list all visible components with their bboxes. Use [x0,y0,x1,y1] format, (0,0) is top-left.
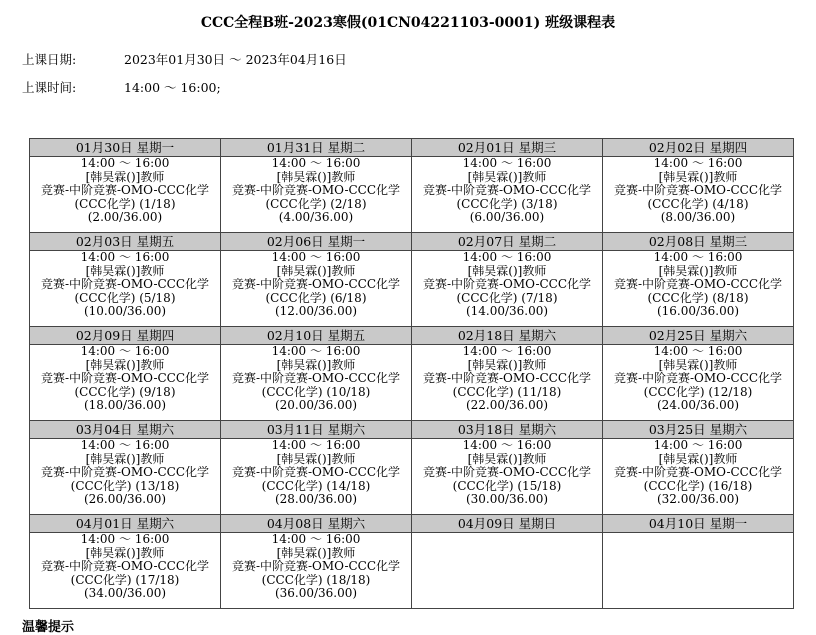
session-line: 14:00 ～ 16:00 [80,345,170,358]
class-date-value: 2023年01月30日 ～ 2023年04月16日 [124,52,347,67]
session-line: (36.00/36.00) [274,587,358,601]
session-line: 竞赛-中阶竞赛-OMO-CCC化学 [422,372,592,386]
session-line: (CCC化学) (12/18) [643,385,753,399]
schedule-date-cell: 02月25日 星期六 [603,327,794,345]
session-line: (CCC化学) (1/18) [74,197,176,211]
session-line: (CCC化学) (2/18) [265,197,367,211]
schedule-date-cell: 04月09日 星期日 [412,515,603,533]
schedule-header-row [30,327,794,345]
session-line: [韩昊霖()]教师 [85,170,165,184]
class-time-label: 上课时间: [22,80,77,95]
session-line: (24.00/36.00) [656,399,740,413]
schedule-date-cell: 02月01日 星期三 [412,139,603,157]
session-line: 14:00 ～ 16:00 [462,157,552,170]
session-line: [韩昊霖()]教师 [276,264,356,278]
session-line: 14:00 ～ 16:00 [271,345,361,358]
session-line: (CCC化学) (7/18) [456,291,558,305]
session-line: (2.00/36.00) [87,211,163,225]
page-title: CCC全程B班-2023寒假(01CN04221103-0001) 班级课程表 [200,15,616,31]
session-line: (CCC化学) (11/18) [452,385,562,399]
session-line: (CCC化学) (6/18) [265,291,367,305]
session-cell [603,251,794,327]
schedule-date-cell: 01月30日 星期一 [30,139,221,157]
session-line: 14:00 ～ 16:00 [653,345,743,358]
session-line: [韩昊霖()]教师 [467,170,547,184]
schedule-table [29,138,794,609]
session-line: 14:00 ～ 16:00 [271,439,361,452]
schedule-date-cell: 03月04日 星期六 [30,421,221,439]
session-cell [412,345,603,421]
session-line: [韩昊霖()]教师 [276,546,356,560]
session-line: 竞赛-中阶竞赛-OMO-CCC化学 [422,184,592,198]
schedule-date-cell: 04月10日 星期一 [603,515,794,533]
session-cell [221,439,412,515]
session-line: 竞赛-中阶竞赛-OMO-CCC化学 [613,466,783,480]
session-line: 14:00 ～ 16:00 [80,439,170,452]
session-line: (34.00/36.00) [83,587,167,601]
session-line: (30.00/36.00) [465,493,549,507]
session-line: (16.00/36.00) [656,305,740,319]
schedule-date-cell: 02月09日 星期四 [30,327,221,345]
session-cell [30,157,221,233]
session-line: [韩昊霖()]教师 [467,264,547,278]
session-line: (22.00/36.00) [465,399,549,413]
session-line: (CCC化学) (16/18) [643,479,753,493]
session-line: [韩昊霖()]教师 [85,264,165,278]
session-line: (CCC化学) (17/18) [70,573,180,587]
session-cell [221,251,412,327]
session-line: (10.00/36.00) [83,305,167,319]
schedule-date-cell: 04月08日 星期六 [221,515,412,533]
schedule-date-cell: 02月06日 星期一 [221,233,412,251]
session-cell [412,533,603,609]
session-line: 竞赛-中阶竞赛-OMO-CCC化学 [40,372,210,386]
session-line: (6.00/36.00) [469,211,545,225]
session-line: (CCC化学) (5/18) [74,291,176,305]
session-line: (26.00/36.00) [83,493,167,507]
session-line: 竞赛-中阶竞赛-OMO-CCC化学 [613,184,783,198]
session-line: 14:00 ～ 16:00 [80,533,170,546]
session-line: 竞赛-中阶竞赛-OMO-CCC化学 [613,372,783,386]
session-line: [韩昊霖()]教师 [85,358,165,372]
session-cell [30,251,221,327]
session-cell [30,533,221,609]
session-line: [韩昊霖()]教师 [276,452,356,466]
session-cell [603,439,794,515]
session-line: 14:00 ～ 16:00 [271,251,361,264]
schedule-header-row [30,139,794,157]
schedule-date-cell: 02月10日 星期五 [221,327,412,345]
session-line: (CCC化学) (13/18) [70,479,180,493]
schedule-date-cell: 02月18日 星期六 [412,327,603,345]
session-line: 竞赛-中阶竞赛-OMO-CCC化学 [40,278,210,292]
session-cell [221,533,412,609]
session-line: [韩昊霖()]教师 [658,170,738,184]
session-line: [韩昊霖()]教师 [467,452,547,466]
session-line: 竞赛-中阶竞赛-OMO-CCC化学 [422,278,592,292]
session-line: 竞赛-中阶竞赛-OMO-CCC化学 [231,560,401,574]
session-line: (CCC化学) (3/18) [456,197,558,211]
session-cell [412,157,603,233]
session-line: [韩昊霖()]教师 [467,358,547,372]
session-line: 竞赛-中阶竞赛-OMO-CCC化学 [40,466,210,480]
session-line: [韩昊霖()]教师 [658,264,738,278]
class-time-row [22,78,221,96]
session-cell [603,157,794,233]
session-line: (20.00/36.00) [274,399,358,413]
session-cell [30,439,221,515]
session-line: (28.00/36.00) [274,493,358,507]
session-cell [221,157,412,233]
session-line: 竞赛-中阶竞赛-OMO-CCC化学 [613,278,783,292]
session-line: 14:00 ～ 16:00 [653,251,743,264]
session-line: (CCC化学) (8/18) [647,291,749,305]
schedule-session-row [30,533,794,609]
session-line: 14:00 ～ 16:00 [271,157,361,170]
session-line: 竞赛-中阶竞赛-OMO-CCC化学 [40,560,210,574]
session-line: [韩昊霖()]教师 [276,170,356,184]
session-line: (14.00/36.00) [465,305,549,319]
schedule-date-cell: 02月08日 星期三 [603,233,794,251]
session-line: [韩昊霖()]教师 [658,452,738,466]
schedule-date-cell: 02月02日 星期四 [603,139,794,157]
session-cell [221,345,412,421]
session-line: (CCC化学) (9/18) [74,385,176,399]
schedule-date-cell: 04月01日 星期六 [30,515,221,533]
session-cell [603,345,794,421]
session-line: (4.00/36.00) [278,211,354,225]
session-line: (18.00/36.00) [83,399,167,413]
session-line: 14:00 ～ 16:00 [80,251,170,264]
session-line: [韩昊霖()]教师 [85,452,165,466]
schedule-date-cell: 02月07日 星期二 [412,233,603,251]
session-line: (32.00/36.00) [656,493,740,507]
session-line: 14:00 ～ 16:00 [462,439,552,452]
session-line: (CCC化学) (10/18) [261,385,371,399]
schedule-date-cell: 03月11日 星期六 [221,421,412,439]
schedule-header-row [30,233,794,251]
session-line: (12.00/36.00) [274,305,358,319]
class-date-label: 上课日期: [22,52,77,67]
session-line: 14:00 ～ 16:00 [653,439,743,452]
schedule-date-cell: 02月03日 星期五 [30,233,221,251]
class-date-row [22,50,347,68]
session-cell [30,345,221,421]
session-line: 竞赛-中阶竞赛-OMO-CCC化学 [40,184,210,198]
session-line: 竞赛-中阶竞赛-OMO-CCC化学 [231,466,401,480]
schedule-date-cell: 03月25日 星期六 [603,421,794,439]
session-line: [韩昊霖()]教师 [85,546,165,560]
session-line: (8.00/36.00) [660,211,736,225]
tips-heading: 温馨提示 [22,620,75,635]
schedule-session-row [30,439,794,515]
session-line: 竞赛-中阶竞赛-OMO-CCC化学 [231,184,401,198]
session-cell [412,439,603,515]
session-line: [韩昊霖()]教师 [658,358,738,372]
session-line: 14:00 ～ 16:00 [462,345,552,358]
class-time-value: 14:00 ～ 16:00; [124,80,221,95]
session-cell [412,251,603,327]
schedule-header-row [30,515,794,533]
session-line: [韩昊霖()]教师 [276,358,356,372]
schedule-session-row [30,345,794,421]
session-line: 14:00 ～ 16:00 [462,251,552,264]
schedule-session-row [30,251,794,327]
schedule-header-row [30,421,794,439]
session-line: 竞赛-中阶竞赛-OMO-CCC化学 [231,372,401,386]
session-line: 竞赛-中阶竞赛-OMO-CCC化学 [422,466,592,480]
session-cell [603,533,794,609]
session-line: 14:00 ～ 16:00 [271,533,361,546]
session-line: (CCC化学) (14/18) [261,479,371,493]
session-line: (CCC化学) (15/18) [452,479,562,493]
session-line: 14:00 ～ 16:00 [653,157,743,170]
session-line: (CCC化学) (4/18) [647,197,749,211]
session-line: (CCC化学) (18/18) [261,573,371,587]
schedule-date-cell: 01月31日 星期二 [221,139,412,157]
session-line: 竞赛-中阶竞赛-OMO-CCC化学 [231,278,401,292]
session-line: 14:00 ～ 16:00 [80,157,170,170]
schedule-session-row [30,157,794,233]
schedule-date-cell: 03月18日 星期六 [412,421,603,439]
